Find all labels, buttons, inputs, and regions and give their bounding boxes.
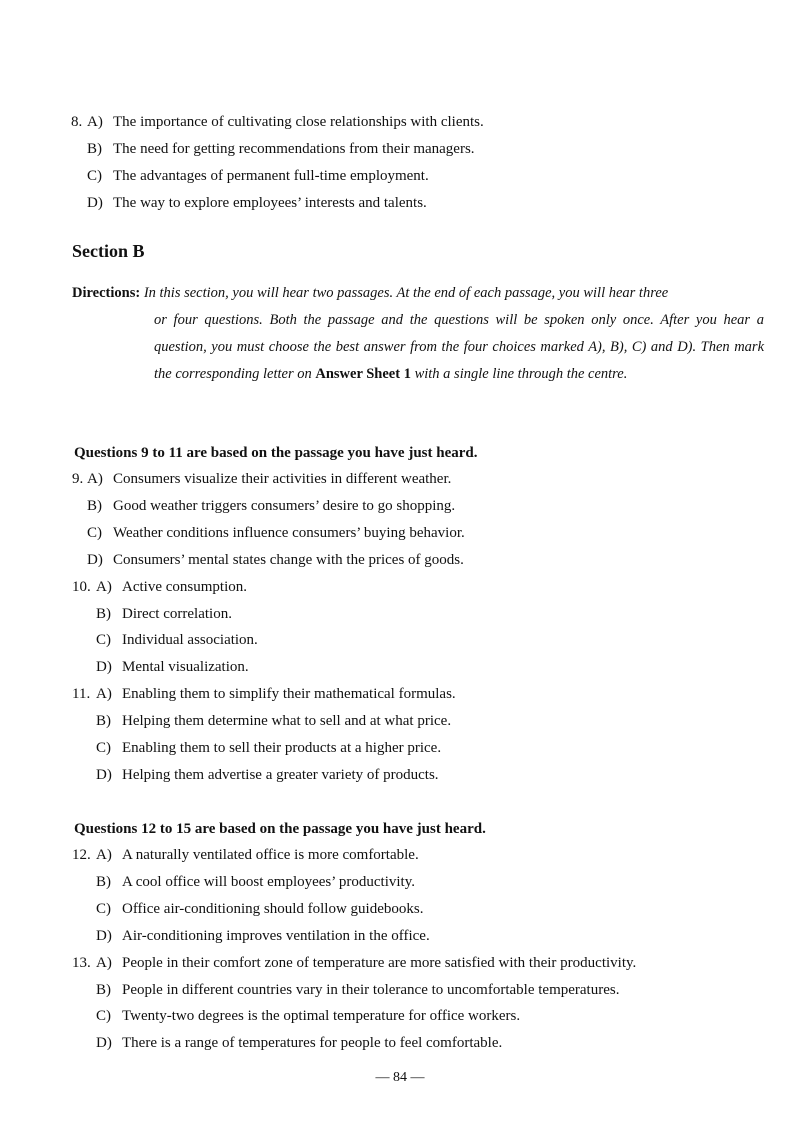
question-number: 8.	[71, 114, 83, 130]
option-text: The importance of cultivating close relationships with clients.	[113, 114, 484, 130]
option-text: Enabling them to simplify their mathematical formulas.	[122, 686, 456, 702]
answer-sheet-label: Answer Sheet 1	[315, 366, 411, 382]
option-text: Air-conditioning improves ventilation in the office.	[122, 928, 430, 944]
question-number: 13.	[72, 955, 91, 971]
option-letter: C)	[87, 525, 102, 541]
option-text: Individual association.	[122, 632, 258, 648]
option-letter: B)	[87, 141, 102, 157]
option-text: People in their comfort zone of temperature are more satisfied with their productivity.	[122, 955, 637, 971]
option-letter: A)	[87, 114, 103, 130]
option-letter: C)	[96, 901, 111, 917]
option-letter: B)	[96, 874, 111, 890]
option-text: A naturally ventilated office is more comfortable.	[122, 847, 419, 863]
option-letter: D)	[96, 1035, 112, 1051]
option-text: Direct correlation.	[122, 606, 232, 622]
directions-text: In this section, you will hear two passages. At the end of each passage, you will hear three	[140, 285, 669, 301]
question-number: 9.	[72, 471, 84, 487]
option-text: The way to explore employees’ interests and talents.	[113, 195, 427, 211]
option-letter: A)	[96, 847, 112, 863]
option-text: There is a range of temperatures for people to feel comfortable.	[122, 1035, 503, 1051]
option-letter: A)	[87, 471, 103, 487]
option-text: A cool office will boost employees’ productivity.	[122, 874, 415, 890]
option-letter: B)	[96, 606, 111, 622]
directions-text: with a single line through the centre.	[410, 366, 628, 382]
directions-first-line	[72, 280, 668, 307]
option-text: Mental visualization.	[122, 659, 249, 675]
option-letter: D)	[87, 552, 103, 568]
option-text: People in different countries vary in their tolerance to uncomfortable temperatures.	[122, 982, 620, 998]
question-group-heading: Questions 12 to 15 are based on the passage you have just heard.	[74, 821, 486, 837]
option-text: Weather conditions influence consumers’ buying behavior.	[113, 525, 465, 541]
option-letter: C)	[96, 740, 111, 756]
option-letter: B)	[96, 982, 111, 998]
question-group-heading: Questions 9 to 11 are based on the passage you have just heard.	[74, 445, 478, 461]
option-text: Active consumption.	[122, 579, 247, 595]
option-letter: C)	[87, 168, 102, 184]
question-number: 12.	[72, 847, 91, 863]
option-text: Enabling them to sell their products at a higher price.	[122, 740, 442, 756]
directions-label: Directions:	[72, 285, 141, 301]
option-letter: D)	[96, 659, 112, 675]
option-letter: C)	[96, 1008, 111, 1024]
option-text: Twenty-two degrees is the optimal temperature for office workers.	[122, 1008, 521, 1024]
directions-body	[154, 307, 764, 388]
option-text: Consumers visualize their activities in different weather.	[113, 471, 452, 487]
option-letter: B)	[96, 713, 111, 729]
option-letter: A)	[96, 686, 112, 702]
option-letter: A)	[96, 579, 112, 595]
option-letter: B)	[87, 498, 102, 514]
option-text: The advantages of permanent full-time employment.	[113, 168, 429, 184]
option-text: Helping them determine what to sell and at what price.	[122, 713, 452, 729]
option-letter: D)	[87, 195, 103, 211]
option-text: Good weather triggers consumers’ desire to go shopping.	[113, 498, 456, 514]
option-text: The need for getting recommendations from their managers.	[113, 141, 475, 157]
option-letter: A)	[96, 955, 112, 971]
option-letter: D)	[96, 928, 112, 944]
page-number: — 84 —	[375, 1070, 425, 1085]
option-letter: C)	[96, 632, 111, 648]
option-text: Helping them advertise a greater variety of products.	[122, 767, 439, 783]
directions-text: or four questions. Both the passage and the questions will be spoken only once. After you hear a question, you must choose the best answer from the four choices marked A), B), C) and D). Then mark the corresponding letter on	[154, 312, 764, 382]
option-text: Consumers’ mental states change with the prices of goods.	[113, 552, 464, 568]
question-number: 10.	[72, 579, 91, 595]
section-title: Section B	[72, 241, 145, 261]
option-text: Office air-conditioning should follow guidebooks.	[122, 901, 424, 917]
option-letter: D)	[96, 767, 112, 783]
question-number: 11.	[72, 686, 91, 702]
